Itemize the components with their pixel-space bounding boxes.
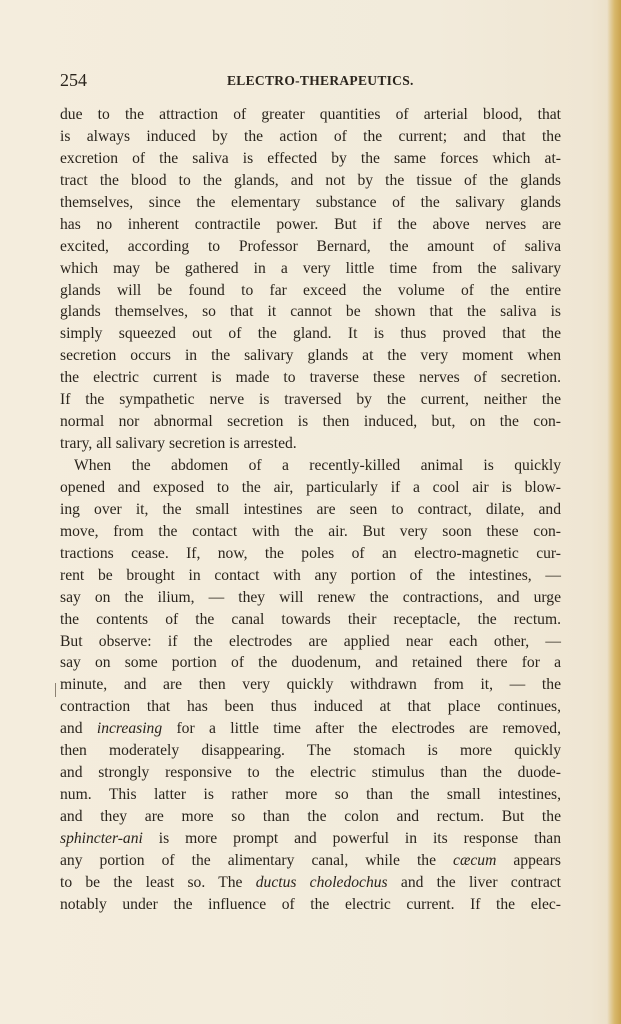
italic-term: cæcum xyxy=(453,851,497,869)
paragraph-first-line: When the abdomen of a recently-killed animal is quickly xyxy=(74,457,561,474)
body-text xyxy=(60,104,561,916)
text-line: say on some portion of the duodenum, and retained there for a xyxy=(60,654,561,672)
text-line: and strongly responsive to the electric stimulus than the duode- xyxy=(60,764,561,782)
page-header xyxy=(60,70,560,92)
text-line: is always induced by the action of the current; and that the xyxy=(60,127,561,145)
text-line: rent be brought in contact with any portion of the intestines, — xyxy=(60,566,561,584)
text-line xyxy=(60,850,561,872)
text-line xyxy=(60,872,561,894)
text-line: secretion occurs in the salivary glands at the very moment when xyxy=(60,347,561,365)
italic-term: ductus choledochus xyxy=(255,873,388,891)
text-line: then moderately disappearing. The stomach is more quickly xyxy=(60,742,561,760)
text-line: has no inherent contractile power. But if the above nerves are xyxy=(60,215,561,233)
text-line: glands themselves, so that it cannot be shown that the saliva is xyxy=(60,303,561,321)
text-line: simply squeezed out of the gland. It is thus proved that the xyxy=(60,325,561,343)
text-segment: is more prompt and powerful in its response than xyxy=(142,829,561,847)
text-line: normal nor abnormal secretion is then induced, but, on the con- xyxy=(60,413,561,431)
page-edge xyxy=(607,0,621,1024)
text-line: the contents of the canal towards their receptacle, the rectum. xyxy=(60,610,561,628)
text-line: opened and exposed to the air, particularly if a cool air is blow- xyxy=(60,478,561,496)
text-line: and they are more so than the colon and rectum. But the xyxy=(60,808,561,825)
text-line: notably under the influence of the electric current. If the elec- xyxy=(60,895,561,913)
text-line: move, from the contact with the air. But very soon these con- xyxy=(60,522,561,540)
text-line: tractions cease. If, now, the poles of an electro-magnetic cur- xyxy=(60,544,561,562)
text-line: If the sympathetic nerve is traversed by the current, neither the xyxy=(60,391,561,409)
text-line: excited, according to Professor Bernard, the amount of saliva xyxy=(60,237,561,255)
text-segment: appears xyxy=(496,851,561,869)
text-line: contraction that has been thus induced at that place continues, xyxy=(60,698,561,716)
text-segment: and xyxy=(60,720,97,738)
text-segment: and the liver contract xyxy=(387,873,562,891)
italic-term: sphincter-ani xyxy=(60,829,143,847)
text-segment: for a little time after the electrodes are removed, xyxy=(162,720,561,738)
running-title: ELECTRO-THERAPEUTICS. xyxy=(227,73,414,88)
italic-term: increasing xyxy=(96,720,163,738)
text-line: trary, all salivary secretion is arrested. xyxy=(60,435,297,453)
text-segment: to be the least so. The xyxy=(60,873,256,891)
text-line: ing over it, the small intestines are seen to contract, dilate, and xyxy=(60,500,561,518)
text-line: num. This latter is rather more so than the small intestines, xyxy=(60,786,561,804)
text-segment: any portion of the alimentary canal, while the xyxy=(60,851,454,869)
text-line: excretion of the saliva is effected by the same forces which at- xyxy=(60,149,561,167)
text-line: But observe: if the electrodes are applied near each other, — xyxy=(60,632,561,650)
text-line: the electric current is made to traverse these nerves of secretion. xyxy=(60,369,561,387)
text-line: minute, and are then very quickly withdrawn from it, — the xyxy=(60,676,561,694)
text-line xyxy=(60,718,561,740)
text-line: glands will be found to far exceed the volume of the entire xyxy=(60,281,561,299)
margin-mark xyxy=(55,683,56,697)
page-number: 254 xyxy=(60,70,87,90)
text-line: themselves, since the elementary substance of the salivary glands xyxy=(60,193,561,211)
text-line: which may be gathered in a very little time from the salivary xyxy=(60,259,561,277)
text-line: due to the attraction of greater quantities of arterial blood, that xyxy=(60,106,561,123)
text-line: say on the ilium, — they will renew the contractions, and urge xyxy=(60,588,561,606)
text-line: tract the blood to the glands, and not by the tissue of the glands xyxy=(60,171,561,189)
text-line xyxy=(60,828,561,850)
